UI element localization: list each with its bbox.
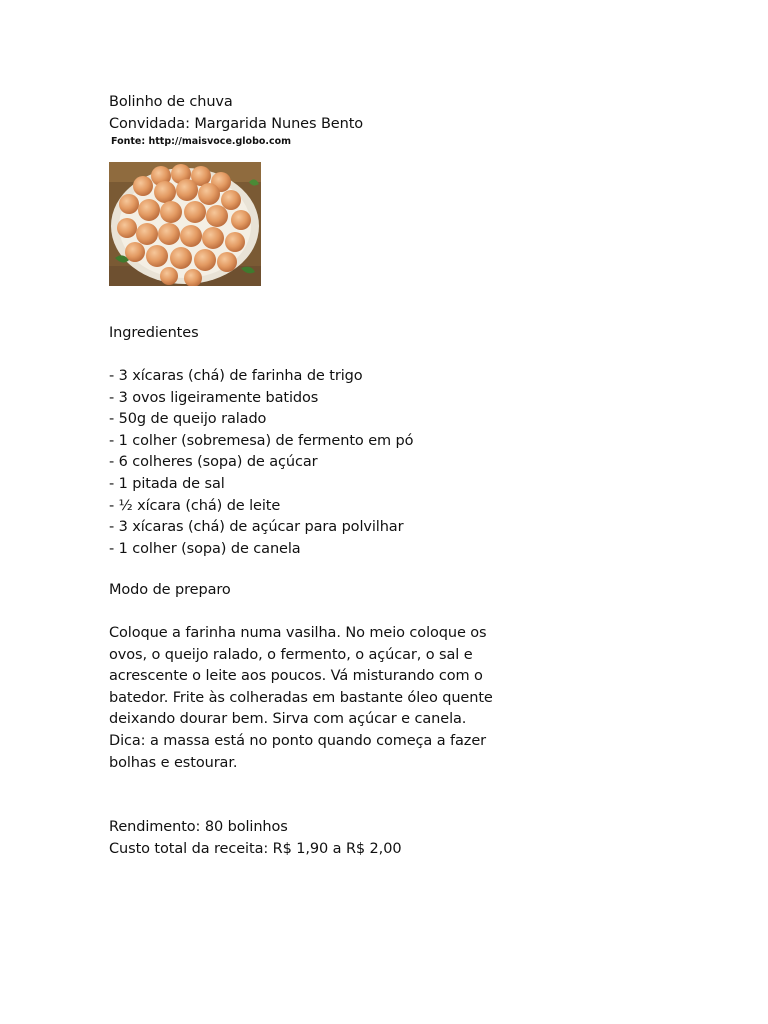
total-cost-line: Custo total da receita: R$ 1,90 a R$ 2,00 bbox=[109, 841, 402, 857]
method-line: ovos, o queijo ralado, o fermento, o açúcar, o sal e bbox=[109, 646, 473, 663]
method-line: acrescente o leite aos poucos. Vá misturando com o bbox=[109, 668, 483, 685]
method-line: batedor. Frite às colheradas em bastante óleo quente bbox=[109, 689, 493, 706]
list-item: - 3 xícaras (chá) de farinha de trigo bbox=[109, 368, 363, 384]
list-item: - 3 xícaras (chá) de açúcar para polvilhar bbox=[109, 519, 404, 536]
ingredients-heading: Ingredientes bbox=[109, 325, 199, 341]
list-item: - 50g de queijo ralado bbox=[109, 411, 267, 428]
recipe-title: Bolinho de chuva bbox=[109, 94, 233, 110]
method-line: deixando dourar bem. Sirva com açúcar e canela. bbox=[109, 711, 467, 728]
list-item: - 6 colheres (sopa) de açúcar bbox=[109, 454, 318, 471]
list-item: - ½ xícara (chá) de leite bbox=[109, 497, 281, 514]
method-line: Dica: a massa está no ponto quando começa a fazer bbox=[109, 732, 486, 749]
list-item: - 1 colher (sopa) de canela bbox=[109, 540, 301, 557]
list-item: - 3 ovos ligeiramente batidos bbox=[109, 389, 319, 406]
ingredients-list bbox=[109, 366, 413, 560]
method-line: Coloque a farinha numa vasilha. No meio coloque os bbox=[109, 625, 487, 641]
list-item: - 1 colher (sobremesa) de fermento em pó bbox=[109, 432, 414, 449]
method-heading: Modo de preparo bbox=[109, 582, 231, 598]
yield-line: Rendimento: 80 bolinhos bbox=[109, 819, 288, 835]
method-line: bolhas e estourar. bbox=[109, 754, 238, 771]
list-item: - 1 pitada de sal bbox=[109, 475, 225, 492]
guest-line: Convidada: Margarida Nunes Bento bbox=[109, 116, 364, 132]
bolinhos-de-chuva-photo bbox=[109, 162, 261, 286]
source-line: Fonte: http://maisvoce.globo.com bbox=[111, 136, 292, 147]
method-paragraph bbox=[109, 623, 493, 774]
